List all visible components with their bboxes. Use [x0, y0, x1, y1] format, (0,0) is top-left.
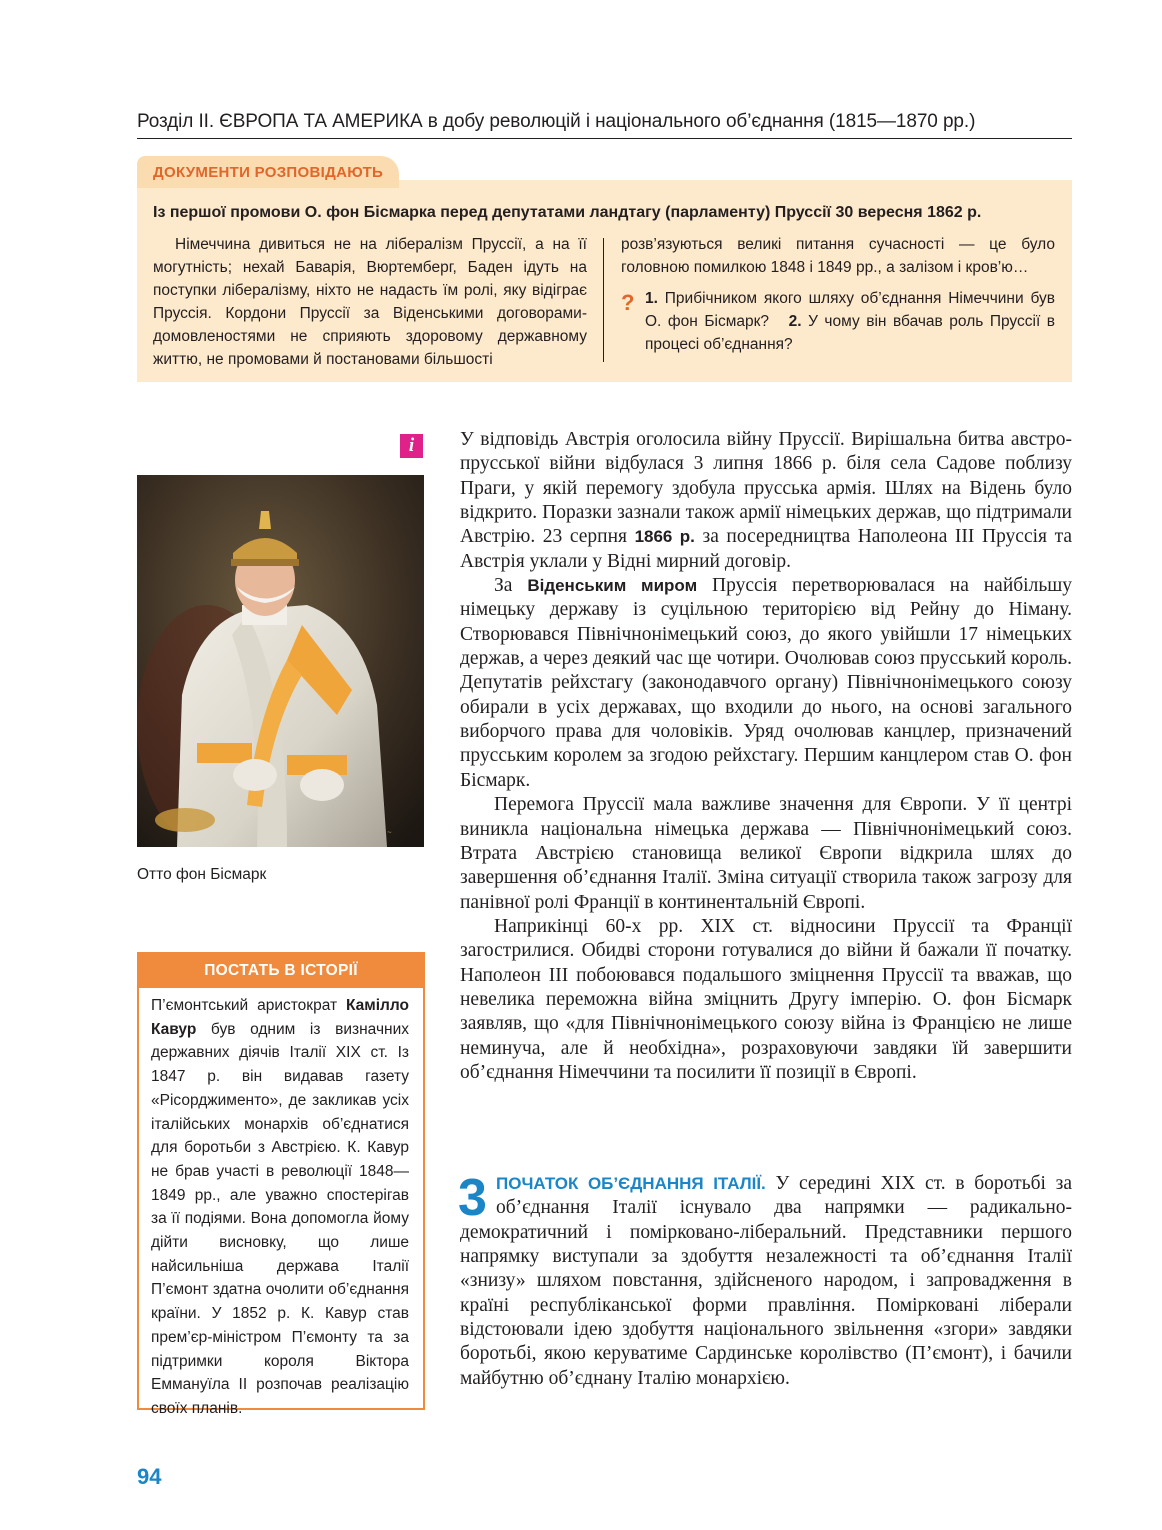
figure-in-history-box: [137, 952, 425, 1417]
question-mark-icon: ?: [621, 290, 635, 315]
document-title: Із першої промови О. фон Бісмарка перед депутатами ландтагу (парламенту) Пруссії 30 вересня 1862 р.: [153, 204, 982, 221]
document-text-left: Німеччина дивиться не на лібералізм Пруссії, а на її могутність; нехай Баварія, Вюртемберг, Баден ідуть на поступки лібералізму, ніхто не надасть їм ролі, яку відіграє Пруссія. Кордони Пруссії за Віденськими договорами-домовленостями не сприяють здоровому державному життю, не промовами й постановами більшості: [153, 236, 587, 368]
document-text-right: розв’язуються великі питання сучасності — це було головною помилкою 1848 і 1849 рр., а залізом і кров’ю…: [621, 236, 1055, 276]
svg-text:~: ~: [387, 828, 392, 837]
main-text: [460, 428, 1072, 1085]
document-questions: [645, 287, 1055, 356]
documents-box: [137, 180, 1072, 382]
column-divider: [603, 238, 604, 362]
paragraph-2-text-b: Пруссія перетворювалася на найбільшу німецьку державу із суцільною територією від Рейну до Німану. Створювався Північнонімецький союз, до якого увійшли 17 німецьких держав, а через деякий час ще чотири. Очолював союз прусський король. Депутатів рейхстагу (законодавчого органу) Північнонімецького союзу обирали в усіх державах, що входили до нього, на основі загального виборчого права для чоловіків. Уряд очолював канцлер, призначений прусським королем за згодою рейхстагу. Першим канцлером став О. фон Бісмарк.: [460, 575, 1072, 791]
figure-intro: П’ємонтський аристократ: [151, 997, 346, 1014]
portrait-caption: Отто фон Бісмарк: [137, 866, 267, 883]
section-title: ПОЧАТОК ОБ’ЄДНАННЯ ІТАЛІЇ.: [496, 1174, 766, 1193]
question-1-number: 1.: [645, 290, 658, 307]
bismarck-portrait: [137, 475, 424, 847]
running-title: Розділ ІІ. ЄВРОПА ТА АМЕРИКА в добу революцій і національного об’єднання (1815—1870 рр.): [137, 111, 976, 132]
figure-box-header: ПОСТАТЬ В ІСТОРІЇ: [139, 954, 423, 988]
paragraph-2-bold-term: Віденським миром: [527, 576, 698, 596]
documents-tab-label: ДОКУМЕНТИ РОЗПОВІДАЮТЬ: [153, 164, 384, 181]
portrait-image: [137, 475, 424, 847]
paragraph-4: Наприкінці 60-х рр. ХІХ ст. відносини Пруссії та Франції загострилися. Обидві сторони готувалися до війни й бажали її початку. Наполеон ІІІ побоювався подальшого зміцнення Пруссії та вважав, що невелика переможна війна зміцнить Другу імперію. О. фон Бісмарк заявляв, що «для Північнонімецького союзу війна із Францією не лише неминуча, але й необхідна», розраховуючи завдяки їй завершити об’єднання Німеччини та посилити її позиції в Європі.: [460, 915, 1072, 1083]
paragraph-3: Перемога Пруссії мала важливе значення для Європи. У її центрі виникла національна німецька держава — Північнонімецький союз. Втрата Австрією становища великої Європи відкрила шлях до завершення об’єднання Італії. Зміна ситуації створила також загрозу для панівної ролі Франції в континентальній Європі.: [460, 794, 1072, 913]
section-3: [458, 1169, 1072, 1391]
figure-body: був одним із визначних державних діячів Італії ХІХ ст. Із 1847 р. він видавав газету «Рісорджименто», де закликав усіх італійських монархів об’єднатися для боротьби з Австрією. К. Кавур не брав участі в революції 1848—1849 рр., але уважно спостерігав за її подіями. Вона допомогла йому дійти висновку, що лише найсильніша держава Італії П’ємонт здатна очолити об’єднання країни. У 1852 р. К. Кавур став прем’єр-міністром П’ємонту та за підтримки короля Віктора Еммануїла ІІ розпочав реалізацію своїх планів.: [151, 1020, 409, 1417]
question-2-number: 2.: [788, 313, 802, 330]
paragraph-2: [460, 574, 1072, 793]
header-rule: [137, 138, 1072, 139]
section-number: 3: [458, 1169, 487, 1227]
section-number-spacer: [460, 1172, 496, 1212]
paragraph-2-text-a: За: [494, 575, 528, 597]
figure-name: Камілло Кавур: [151, 997, 409, 1038]
paragraph-1-text-a: У відповідь Австрія оголосила війну Пруссії. Вирішальна битва австро-прусської війни відбулася 3 липня 1866 р. біля села Садове поблизу Праги, у якій перемогу здобула прусська армія. Шлях на Відень було відкрито. Поразки зазнали також армії німецьких держав, що підтримали Австрію. 23 серпня: [460, 429, 1072, 548]
page-number: 94: [137, 1464, 162, 1489]
paragraph-1-bold-date: 1866 р.: [634, 527, 695, 547]
paragraph-1: [460, 428, 1072, 574]
section-text: У середині ХІХ ст. в боротьбі за об’єднання Італії існувало два напрямки — радикально-демократичний і помірковано-ліберальний. Представники першого напрямку виступали за здобуття незалежності та об’єднання Італії «знизу» шляхом повстання, здійсненого народом, і запровадження в країні республіканської форми правління. Помірковані ліберали відстоювали ідею здобуття національного звільнення «згори» завдяки боротьбі, якою керуватиме Сардинське королівство (П’ємонт), і бачили майбутню об’єднану Італію монархією.: [460, 1173, 1072, 1389]
documents-tab: [137, 156, 399, 188]
paragraph-1-text-b: за посередництва Наполеона ІІІ Пруссія та Австрія уклали у Відні мирний договір.: [460, 526, 1072, 572]
info-icon: i: [400, 434, 423, 458]
question-1-text: Прибічником якого шляху об’єднання Німеччини був О. фон Бісмарк?: [645, 290, 1056, 330]
figure-box-text: [151, 994, 409, 1421]
question-2-text: У чому він вбачав роль Пруссії в процесі об’єднання?: [645, 313, 1056, 353]
